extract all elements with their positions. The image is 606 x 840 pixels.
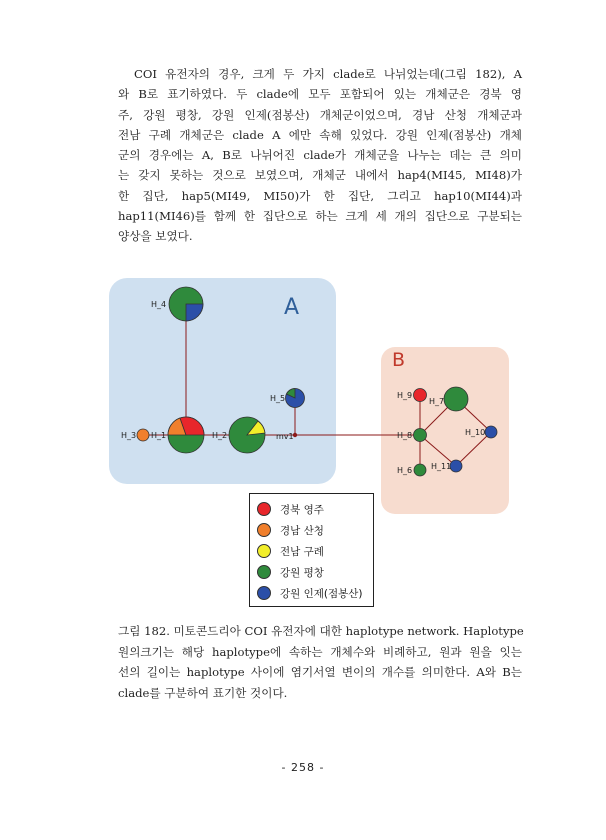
haplotype-label-h9: H_9 — [397, 391, 413, 400]
legend-item-inje — [257, 583, 363, 603]
legend-label: 경남 산청 — [280, 524, 324, 537]
figure-caption — [118, 621, 522, 703]
caption-line: 선의 길이는 haplotype 사이에 염기서열 변이의 개수를 의미한다. A와 B는 — [118, 665, 522, 679]
legend-swatch — [257, 586, 271, 600]
page-number: - 258 - — [281, 761, 325, 774]
haplotype-h6-node — [414, 464, 426, 476]
haplotype-h3-node — [137, 429, 149, 441]
haplotype-label-h5: H_5 — [270, 394, 286, 403]
haplotype-h7-node — [444, 387, 468, 411]
haplotype-h1-node — [168, 417, 204, 453]
body-line: 전남 구례 개체군은 clade A 에만 속해 있었다. 강원 인제(점봉산) 개체 — [118, 127, 522, 142]
legend-label: 전남 구례 — [280, 545, 324, 558]
median-vector-label: mv1 — [276, 432, 294, 441]
haplotype-label-h10: H_10 — [465, 428, 486, 437]
legend-swatch — [257, 502, 271, 516]
haplotype-h4-node — [169, 287, 203, 321]
clade-b-label: B — [392, 349, 406, 371]
caption-line: 원의크기는 해당 haplotype에 속하는 개체수와 비례하고, 원과 원을 잇는 — [118, 644, 522, 659]
legend-item-yeongju — [257, 499, 324, 519]
legend-swatch — [257, 523, 271, 537]
legend-label: 강원 인제(점봉산) — [280, 587, 363, 600]
haplotype-label-h2: H_2 — [212, 431, 228, 440]
legend-label: 강원 평창 — [280, 566, 324, 579]
haplotype-label-h8: H_8 — [397, 431, 413, 440]
legend-label: 경북 영주 — [280, 503, 324, 516]
body-line: 한 집단, hap5(MI49, MI50)가 한 집단, 그리고 hap10(MI44)과 — [118, 188, 522, 203]
haplotype-h9-node — [414, 389, 427, 402]
legend-swatch — [257, 544, 271, 558]
clade-a-region — [109, 278, 336, 484]
haplotype-label-h11: H_11 — [431, 462, 452, 471]
haplotype-label-h4: H_4 — [151, 300, 167, 309]
haplotype-label-h6: H_6 — [397, 466, 413, 475]
body-line: hap11(MI46)를 함께 한 집단으로 하는 크게 세 개의 집단으로 구분되는 — [118, 209, 522, 224]
legend-item-gurye — [257, 541, 324, 561]
body-line: 주, 강원 평창, 강원 인제(점봉산) 개체군이었으며, 경남 산청 개체군과 — [118, 107, 522, 122]
haplotype-label-h1: H_1 — [151, 431, 167, 440]
population-legend — [249, 493, 374, 607]
legend-swatch — [257, 565, 271, 579]
caption-line: 그림 182. 미토콘드리아 COI 유전자에 대한 haplotype network. Haplotype — [118, 624, 524, 638]
haplotype-h11-node — [450, 460, 462, 472]
clade-a-label: A — [284, 295, 300, 320]
haplotype-label-h7: H_7 — [429, 397, 445, 406]
haplotype-label-h3: H_3 — [121, 431, 137, 440]
haplotype-h10-node — [485, 426, 497, 438]
legend-item-pyeongchang — [257, 562, 324, 582]
body-line: 와 B로 표기하였다. 두 clade에 모두 포함되어 있는 개체군은 경북 영 — [118, 87, 522, 102]
body-line: 양상을 보였다. — [118, 229, 193, 244]
haplotype-network-figure — [0, 270, 606, 520]
haplotype-h5-node — [286, 389, 305, 408]
body-paragraph — [118, 64, 522, 247]
body-line: 군의 경우에는 A, B로 나뉘어진 clade가 개체군을 나누는 데는 큰 의미 — [118, 148, 522, 163]
body-line: COI 유전자의 경우, 크게 두 가지 clade로 나뉘었는데(그림 182), A — [134, 67, 522, 81]
haplotype-h2-node — [229, 417, 265, 453]
haplotype-h8-node — [414, 429, 427, 442]
caption-line: clade를 구분하여 표기한 것이다. — [118, 685, 288, 700]
body-line: 는 갖지 못하는 것으로 보였으며, 개체군 내에서 hap4(MI45, MI48)가 — [118, 168, 522, 183]
legend-item-sancheong — [257, 520, 324, 540]
